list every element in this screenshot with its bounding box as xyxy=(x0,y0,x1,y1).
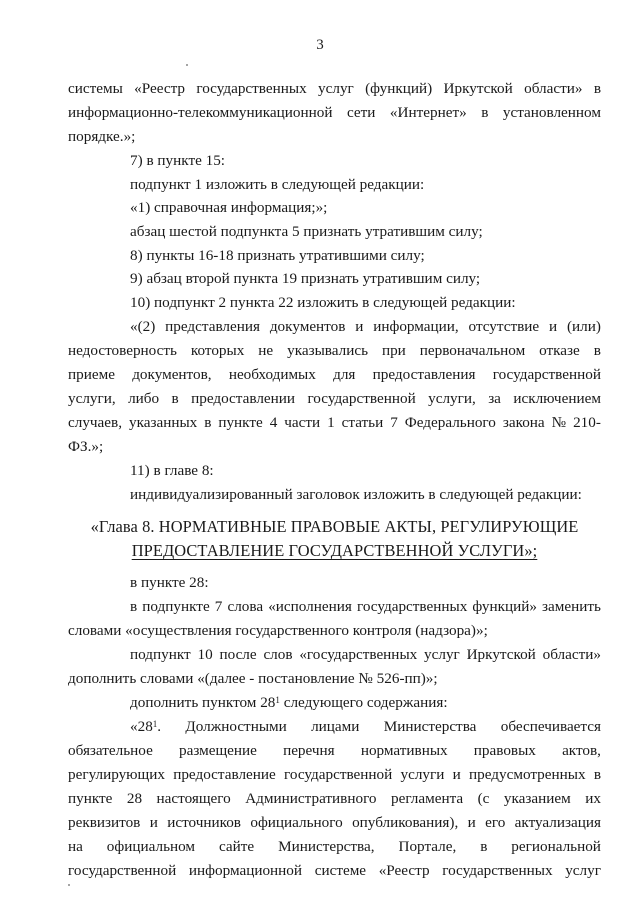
text-line: на официальном сайте Министерства, Портале, в региональной xyxy=(68,838,601,855)
text-line: «1) справочная информация;»; xyxy=(130,199,328,216)
text-line: порядке.»; xyxy=(68,128,136,145)
scan-speck xyxy=(68,884,70,886)
text-line: в пункте 28: xyxy=(130,574,209,591)
text-line: индивидуализированный заголовок изложить в следующей редакции: xyxy=(130,486,582,503)
text-line: обязательное размещение перечня нормативных правовых актов, xyxy=(68,742,601,759)
text-line: регулирующих предоставление государственной услуги и предусмотренных в xyxy=(68,766,601,783)
page-number: 3 xyxy=(316,37,324,53)
text-line: «(2) представления документов и информации, отсутствие и (или) xyxy=(130,318,601,335)
text-line: 7) в пункте 15: xyxy=(130,152,226,169)
text-line: пункте 28 настоящего Административного регламента (с указанием их xyxy=(68,790,601,807)
chapter-heading-line: «Глава 8. НОРМАТИВНЫЕ ПРАВОВЫЕ АКТЫ, РЕГУЛИРУЮЩИЕ xyxy=(90,517,579,536)
text-line: абзац шестой подпункта 5 признать утратившим силу; xyxy=(130,223,483,240)
text-line: в подпункте 7 слова «исполнения государственных функций» заменить xyxy=(130,598,601,615)
text-line: государственной информационной системе «Реестр государственных услуг xyxy=(68,862,601,879)
scan-speck xyxy=(186,64,188,66)
text-line: случаев, указанных в пункте 4 части 1 статьи 7 Федерального закона № 210- xyxy=(68,414,601,431)
text-line: услуги, либо в предоставлении государственной услуги, за исключением xyxy=(68,390,601,407)
text-line: системы «Реестр государственных услуг (функций) Иркутской области» в xyxy=(68,80,601,97)
chapter-heading-line: ПРЕДОСТАВЛЕНИЕ ГОСУДАРСТВЕННОЙ УСЛУГИ»; xyxy=(131,541,538,560)
text-line: недостоверность которых не указывались при первоначальном отказе в xyxy=(68,342,601,359)
text-line: реквизитов и источников официального опубликования), и его актуализация xyxy=(68,814,601,831)
text-line: подпункт 10 после слов «государственных услуг Иркутской области» xyxy=(130,646,601,663)
text-line: 9) абзац второй пункта 19 признать утратившим силу; xyxy=(130,270,481,287)
text-line: приеме документов, необходимых для предоставления государственной xyxy=(68,366,601,383)
text-line: подпункт 1 изложить в следующей редакции: xyxy=(130,176,425,193)
text-line: 11) в главе 8: xyxy=(130,462,214,479)
text-line: дополнить пунктом $28^1$ следующего содержания: xyxy=(130,694,448,711)
text-line: 10) подпункт 2 пункта 22 изложить в следующей редакции: xyxy=(130,294,516,311)
text-line: дополнить словами «(далее - постановление № 526-пп)»; xyxy=(68,670,438,687)
text-line: «$28^1$. Должностными лицами Министерства обеспечивается xyxy=(130,718,601,735)
text-line: 8) пункты 16-18 признать утратившими силу; xyxy=(130,247,425,264)
text-line: информационно-телекоммуникационной сети «Интернет» в установленном xyxy=(68,104,601,121)
text-line: ФЗ.»; xyxy=(68,438,104,455)
text-line: словами «осуществления государственного контроля (надзора)»; xyxy=(68,622,488,639)
